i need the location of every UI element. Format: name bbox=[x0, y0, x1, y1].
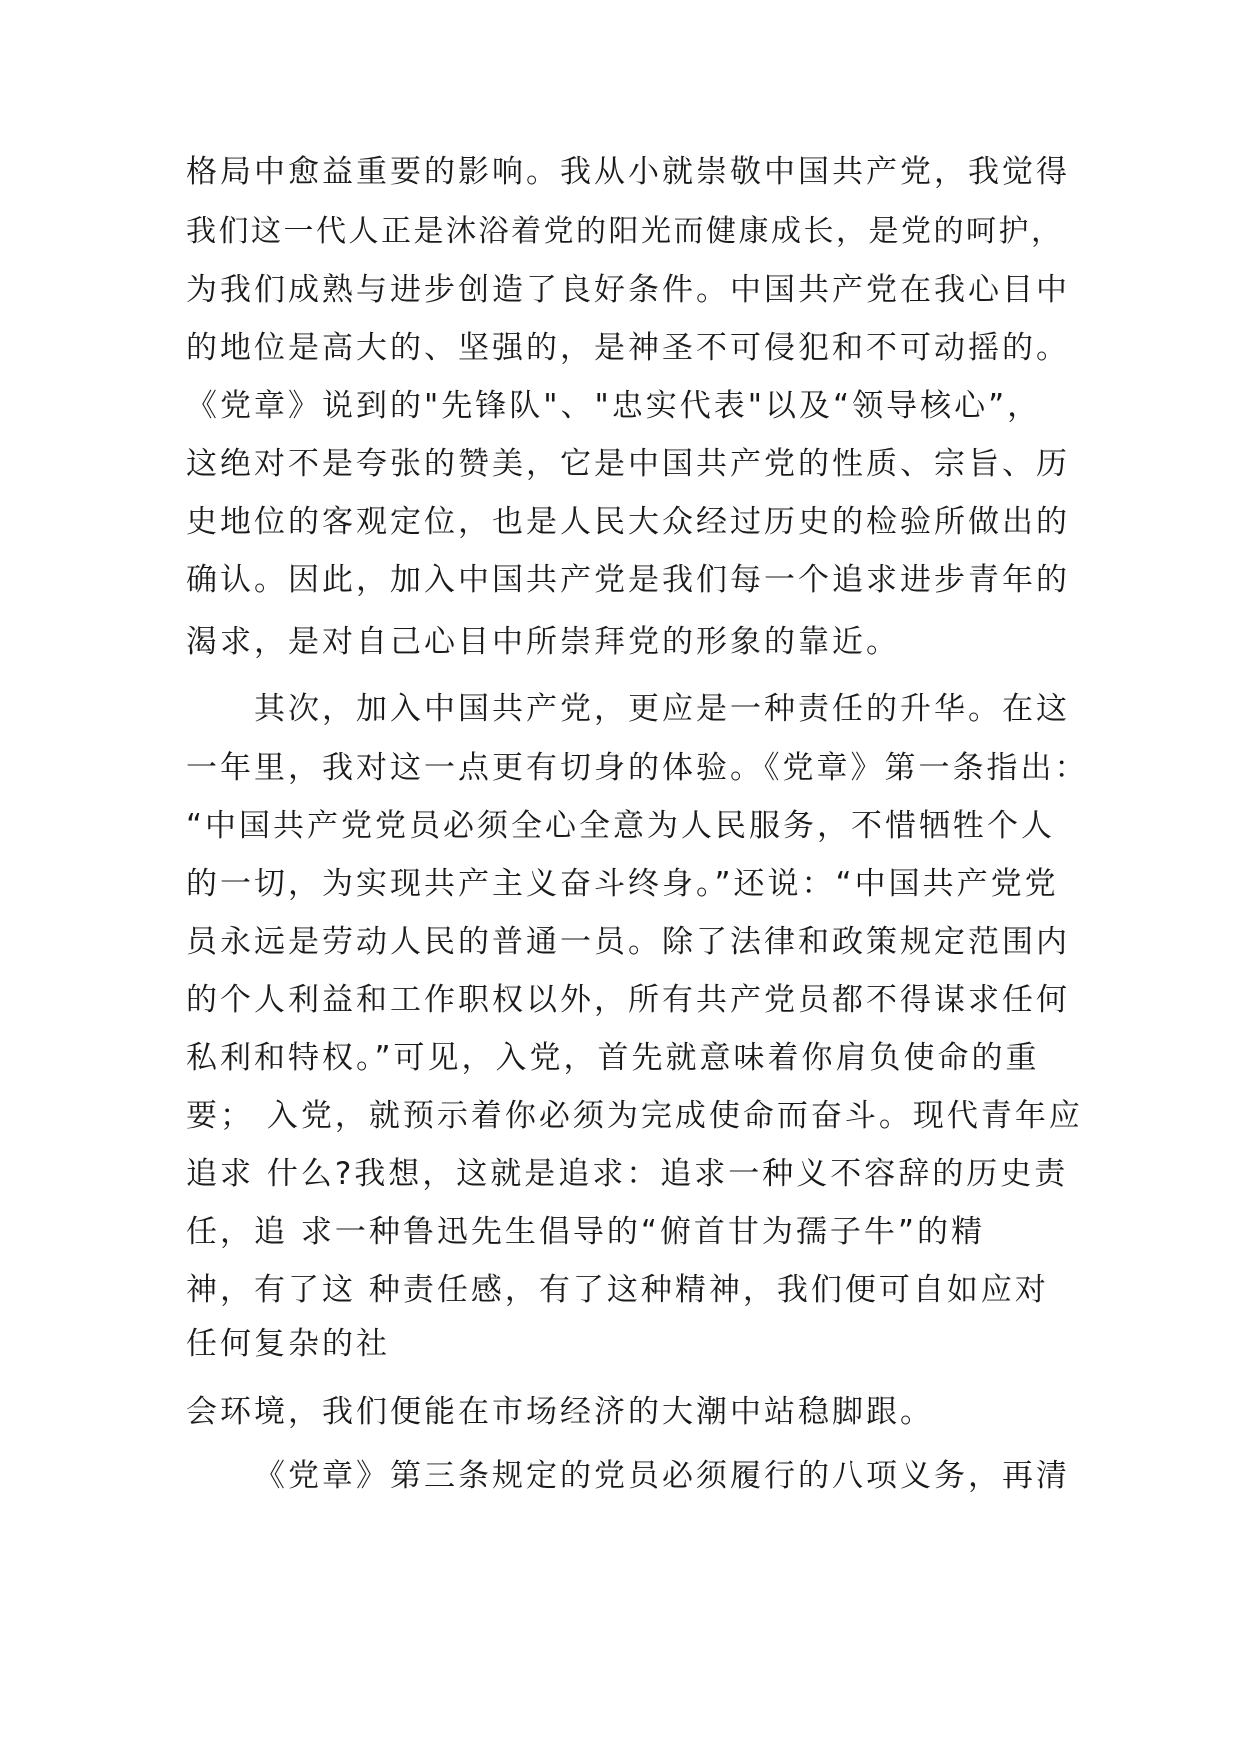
text-line: 渴求，是对自己心目中所崇拜党的形象的靠近。 bbox=[186, 624, 900, 660]
text-line: 私利和特权。”可见，入党，首先就意味着你肩负使命的重 bbox=[186, 1040, 1040, 1076]
text-line: 确认。因此，加入中国共产党是我们每一个追求进步青年的 bbox=[186, 562, 1070, 598]
text-line: 任，追 求一种鲁迅先生倡导的“俯首甘为孺子牛”的精 bbox=[186, 1214, 985, 1250]
paragraph-first-line: 其次，加入中国共产党，更应是一种责任的升华。在这 bbox=[254, 691, 1070, 727]
text-line: 会环境，我们便能在市场经济的大潮中站稳脚跟。 bbox=[186, 1394, 934, 1430]
text-line: 《党章》说到的"先锋队"、"忠实代表"以及“领导核心”， bbox=[186, 388, 1042, 424]
text-line: 员永远是劳动人民的普通一员。除了法律和政策规定范围内 bbox=[186, 924, 1070, 960]
text-line: 为我们成熟与进步创造了良好条件。中国共产党在我心目中 bbox=[186, 272, 1070, 308]
text-line: 史地位的客观定位，也是人民大众经过历史的检验所做出的 bbox=[186, 504, 1070, 540]
text-line: “中国共产党党员必须全心全意为人民服务，不惜牺牲个人 bbox=[186, 808, 1056, 844]
text-line: 任何复杂的社 bbox=[186, 1326, 390, 1362]
paragraph-first-line: 《党章》第三条规定的党员必须履行的八项义务，再清 bbox=[254, 1458, 1070, 1494]
text-line: 这绝对不是夸张的赞美，它是中国共产党的性质、宗旨、历 bbox=[186, 446, 1070, 482]
text-line: 的地位是高大的、坚强的，是神圣不可侵犯和不可动摇的。 bbox=[186, 330, 1070, 366]
text-line: 神，有了这 种责任感，有了这种精神，我们便可自如应对 bbox=[186, 1272, 1049, 1308]
text-line: 的一切，为实现共产主义奋斗终身。”还说：“中国共产党党 bbox=[186, 866, 1059, 902]
text-line: 我们这一代人正是沐浴着党的阳光而健康成长，是党的呵护， bbox=[186, 214, 1064, 249]
text-line: 一年里，我对这一点更有切身的体验。《党章》第一条指出： bbox=[186, 750, 1089, 786]
text-line: 要； 入党，就预示着你必须为完成使命而奋斗。现代青年应 bbox=[186, 1098, 1083, 1134]
text-line: 追求 什么?我想，这就是追求：追求一种义不容辞的历史责 bbox=[186, 1156, 1069, 1192]
text-line: 的个人利益和工作职权以外，所有共产党员都不得谋求任何 bbox=[186, 982, 1070, 1018]
text-line: 格局中愈益重要的影响。我从小就崇敬中国共产党，我觉得 bbox=[186, 154, 1070, 190]
